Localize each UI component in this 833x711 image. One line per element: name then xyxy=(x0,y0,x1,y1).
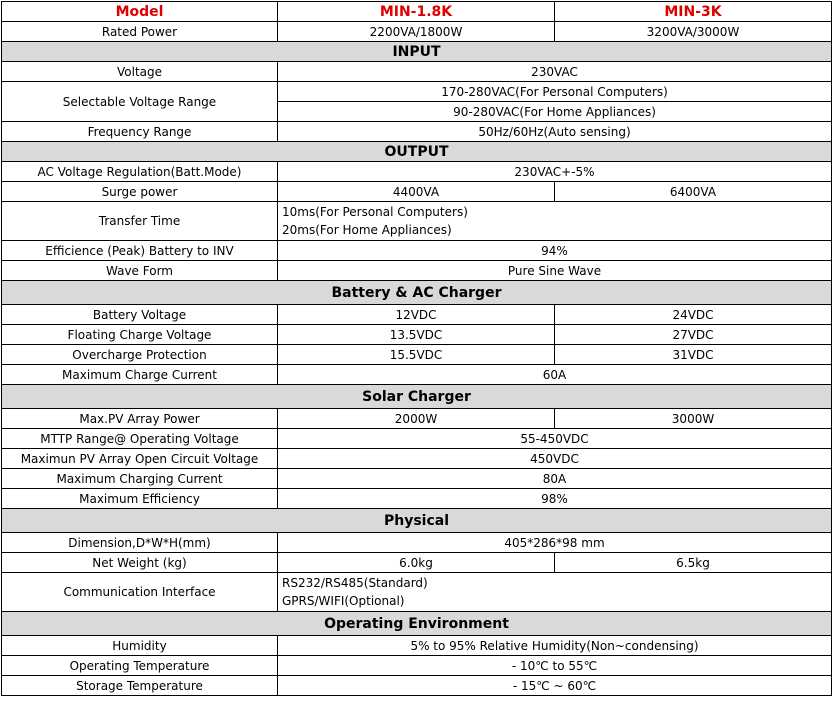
table-row xyxy=(2,305,832,325)
table-row xyxy=(2,241,832,261)
row-label: Efficience (Peak) Battery to INV xyxy=(2,241,278,261)
table-row xyxy=(2,122,832,142)
cell-value: 98% xyxy=(278,489,832,509)
cell-value: 12VDC xyxy=(278,305,555,325)
cell-value: 2000W xyxy=(278,409,555,429)
row-label: Maximum Efficiency xyxy=(2,489,278,509)
row-label: Overcharge Protection xyxy=(2,345,278,365)
cell-value: 24VDC xyxy=(555,305,832,325)
cell-value: 80A xyxy=(278,469,832,489)
cell-value: 450VDC xyxy=(278,449,832,469)
table-row xyxy=(2,656,832,676)
table-row xyxy=(2,325,832,345)
table-row xyxy=(2,409,832,429)
cell-value: 5% to 95% Relative Humidity(Non~condensing) xyxy=(278,636,832,656)
section-header-environment: Operating Environment xyxy=(2,612,832,636)
row-label: Wave Form xyxy=(2,261,278,281)
cell-value: 13.5VDC xyxy=(278,325,555,345)
row-label: Storage Temperature xyxy=(2,676,278,696)
row-label: Frequency Range xyxy=(2,122,278,142)
cell-value: Pure Sine Wave xyxy=(278,261,832,281)
row-label: Battery Voltage xyxy=(2,305,278,325)
comm-interface-line-1: RS232/RS485(Standard) xyxy=(282,576,428,590)
table-row xyxy=(2,636,832,656)
row-label: Maximun PV Array Open Circuit Voltage xyxy=(2,449,278,469)
section-header-solar: Solar Charger xyxy=(2,385,832,409)
row-label: Communication Interface xyxy=(2,573,278,612)
cell-value: 170-280VAC(For Personal Computers) xyxy=(278,82,832,102)
cell-value: 2200VA/1800W xyxy=(278,22,555,42)
section-header-input: INPUT xyxy=(2,42,832,62)
row-label: Transfer Time xyxy=(2,202,278,241)
model-header: Model xyxy=(2,2,278,22)
cell-value: 6400VA xyxy=(555,182,832,202)
cell-value: - 15℃ ~ 60℃ xyxy=(278,676,832,696)
table-row xyxy=(2,62,832,82)
table-row xyxy=(2,182,832,202)
cell-value: 60A xyxy=(278,365,832,385)
transfer-time-line-2: 20ms(For Home Appliances) xyxy=(282,223,452,237)
row-label: AC Voltage Regulation(Batt.Mode) xyxy=(2,162,278,182)
row-label: Max.PV Array Power xyxy=(2,409,278,429)
table-row xyxy=(2,553,832,573)
table-row xyxy=(2,533,832,553)
table-row xyxy=(2,489,832,509)
cell-value: 3000W xyxy=(555,409,832,429)
table-row xyxy=(2,162,832,182)
table-row xyxy=(2,345,832,365)
table-row xyxy=(2,261,832,281)
row-label: Selectable Voltage Range xyxy=(2,82,278,122)
row-label: Maximum Charging Current xyxy=(2,469,278,489)
spec-table xyxy=(1,1,832,696)
row-label: Surge power xyxy=(2,182,278,202)
cell-value: 94% xyxy=(278,241,832,261)
table-row xyxy=(2,365,832,385)
cell-value: 4400VA xyxy=(278,182,555,202)
comm-interface-line-2: GPRS/WIFI(Optional) xyxy=(282,594,405,608)
cell-value: 230VAC+-5% xyxy=(278,162,832,182)
cell-value: - 10℃ to 55℃ xyxy=(278,656,832,676)
cell-value: 405*286*98 mm xyxy=(278,533,832,553)
row-label: Floating Charge Voltage xyxy=(2,325,278,345)
row-label: Rated Power xyxy=(2,22,278,42)
cell-value: 50Hz/60Hz(Auto sensing) xyxy=(278,122,832,142)
table-row xyxy=(2,449,832,469)
transfer-time-line-1: 10ms(For Personal Computers) xyxy=(282,205,468,219)
row-label: Dimension,D*W*H(mm) xyxy=(2,533,278,553)
section-header-physical: Physical xyxy=(2,509,832,533)
table-row xyxy=(2,676,832,696)
section-header-output: OUTPUT xyxy=(2,142,832,162)
table-row xyxy=(2,429,832,449)
row-label: Net Weight (kg) xyxy=(2,553,278,573)
table-row xyxy=(2,202,832,241)
cell-value-multiline xyxy=(278,573,832,612)
table-row xyxy=(2,82,832,102)
table-row xyxy=(2,22,832,42)
cell-value-multiline xyxy=(278,202,832,241)
row-label: Maximum Charge Current xyxy=(2,365,278,385)
model-2-header: MIN-3K xyxy=(555,2,832,22)
cell-value: 31VDC xyxy=(555,345,832,365)
model-1-header: MIN-1.8K xyxy=(278,2,555,22)
row-label: Voltage xyxy=(2,62,278,82)
cell-value: 3200VA/3000W xyxy=(555,22,832,42)
section-header-battery: Battery & AC Charger xyxy=(2,281,832,305)
cell-value: 15.5VDC xyxy=(278,345,555,365)
cell-value: 6.5kg xyxy=(555,553,832,573)
cell-value: 27VDC xyxy=(555,325,832,345)
row-label: Humidity xyxy=(2,636,278,656)
table-row xyxy=(2,469,832,489)
row-label: Operating Temperature xyxy=(2,656,278,676)
table-row xyxy=(2,573,832,612)
row-label: MTTP Range@ Operating Voltage xyxy=(2,429,278,449)
cell-value: 230VAC xyxy=(278,62,832,82)
cell-value: 6.0kg xyxy=(278,553,555,573)
table-header-row xyxy=(2,2,832,22)
cell-value: 90-280VAC(For Home Appliances) xyxy=(278,102,832,122)
cell-value: 55-450VDC xyxy=(278,429,832,449)
